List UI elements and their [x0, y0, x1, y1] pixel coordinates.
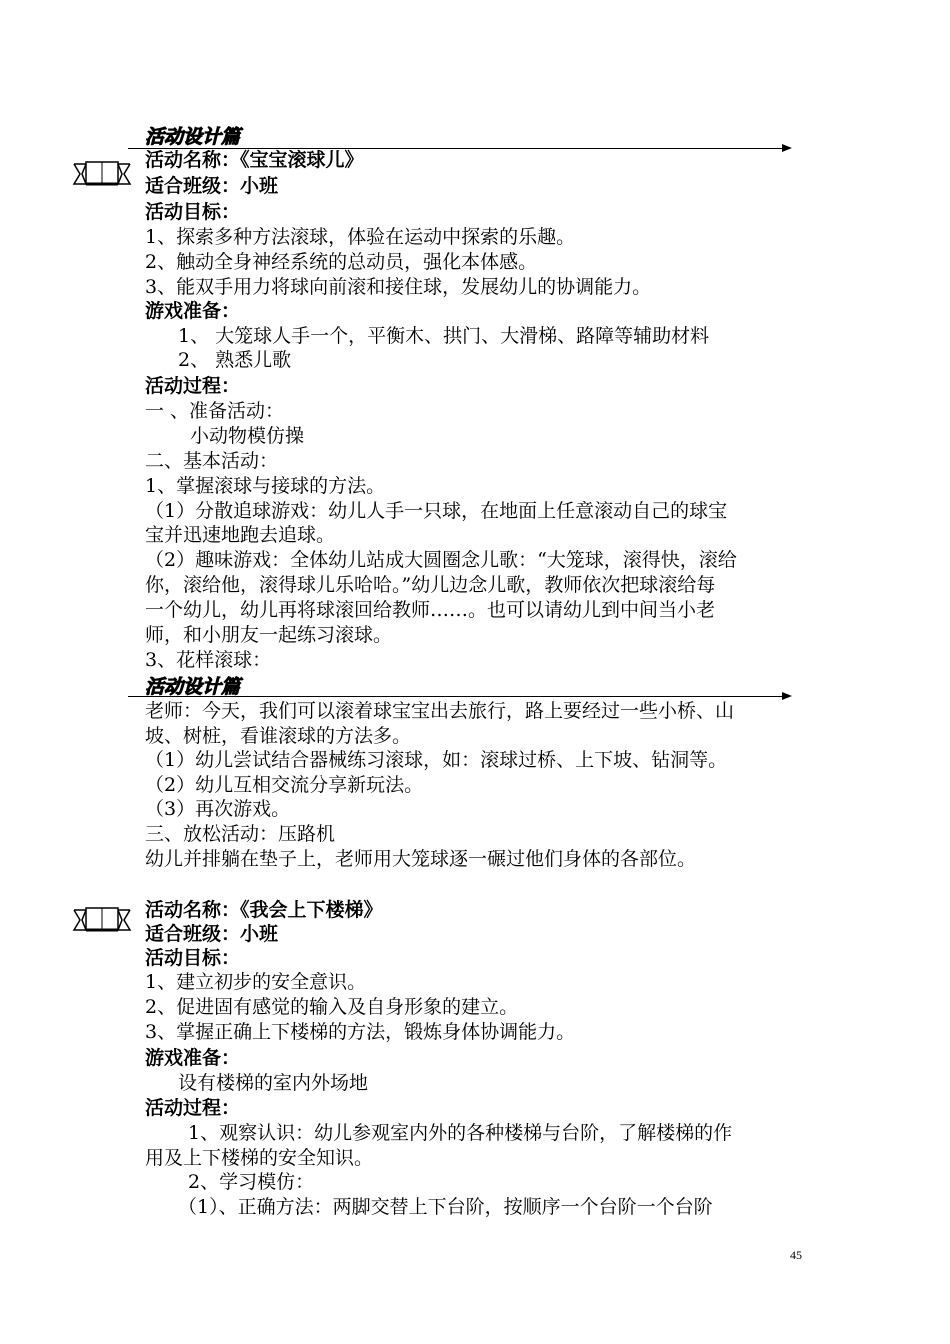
page-number: 45: [790, 1248, 802, 1262]
process-line: 你，滚给他，滚得球儿乐哈哈。”幼儿边念儿歌，教师依次把球滚给每: [145, 574, 716, 596]
prep-item: 2、 熟悉儿歌: [178, 349, 292, 371]
process-line: 三、放松活动：压路机: [145, 823, 336, 845]
open-book-icon: [72, 902, 132, 938]
open-book-icon: [72, 156, 132, 192]
goal-title: 活动目标：: [145, 201, 241, 223]
goal-item: 1、建立初步的安全意识。: [145, 971, 367, 993]
process-line: （2）趣味游戏：全体幼儿站成大圆圈念儿歌：“大笼球，滚得快，滚给: [145, 549, 737, 571]
activity-class: 适合班级：小班: [145, 175, 279, 197]
activity-class: 适合班级：小班: [145, 923, 279, 945]
goal-item: 1、探索多种方法滚球，体验在运动中探索的乐趣。: [145, 226, 576, 248]
goal-title: 活动目标：: [145, 947, 241, 969]
process-line: 宝并迅速地跑去追球。: [145, 524, 336, 546]
process-line: 幼儿并排躺在垫子上，老师用大笼球逐一碾过他们身体的各部位。: [145, 848, 697, 870]
process-title: 活动过程：: [145, 1097, 241, 1119]
process-line: 师，和小朋友一起练习滚球。: [145, 624, 393, 646]
process-line: 1、观察认识：幼儿参观室内外的各种楼梯与台阶，了解楼梯的作: [188, 1122, 733, 1144]
process-line: （3）再次游戏。: [145, 798, 291, 820]
process-line: （2）幼儿互相交流分享新玩法。: [145, 774, 424, 796]
activity-name: 活动名称：《宝宝滚球儿》: [145, 149, 364, 171]
prep-item: 1、 大笼球人手一个，平衡木、拱门、大滑梯、路障等辅助材料: [178, 325, 710, 347]
arrow-head-icon: [782, 144, 792, 152]
goal-item: 2、促进固有感觉的输入及自身形象的建立。: [145, 996, 519, 1018]
process-line: 坡、树桩，看谁滚球的方法多。: [145, 725, 412, 747]
process-line: 用及上下楼梯的安全知识。: [145, 1147, 374, 1169]
section-header-label: 活动设计篇: [145, 676, 241, 698]
process-line: （1）分散追球游戏：幼儿人手一只球，在地面上任意滚动自己的球宝: [145, 500, 728, 522]
prep-item: 设有楼梯的室内外场地: [178, 1072, 369, 1094]
arrow-head-icon: [782, 692, 792, 700]
process-title: 活动过程：: [145, 375, 241, 397]
process-line: 2、学习模仿：: [188, 1171, 315, 1193]
section-header-label: 活动设计篇: [145, 126, 241, 148]
goal-item: 3、掌握正确上下楼梯的方法，锻炼身体协调能力。: [145, 1021, 576, 1043]
process-line: （1）、正确方法：两脚交替上下台阶，按顺序一个台阶一个台阶: [178, 1196, 713, 1218]
process-line: 一 、准备活动：: [145, 400, 285, 422]
process-line: 3、花样滚球：: [145, 649, 272, 671]
goal-item: 2、触动全身神经系统的总动员，强化本体感。: [145, 251, 538, 273]
prep-title: 游戏准备：: [145, 300, 241, 322]
process-line: 二、基本活动：: [145, 450, 279, 472]
process-line: 一个幼儿，幼儿再将球滚回给教师……。也可以请幼儿到中间当小老: [145, 599, 716, 621]
process-line: 小动物模仿操: [190, 425, 305, 447]
goal-item: 3、能双手用力将球向前滚和接住球，发展幼儿的协调能力。: [145, 276, 652, 298]
activity-name: 活动名称：《我会上下楼梯》: [145, 899, 383, 921]
process-line: （1）幼儿尝试结合器械练习滚球，如：滚球过桥、上下坡、钻洞等。: [145, 749, 728, 771]
prep-title: 游戏准备：: [145, 1047, 241, 1069]
process-line: 1、掌握滚球与接球的方法。: [145, 475, 386, 497]
header-rule: [128, 696, 786, 697]
process-line: 老师：今天，我们可以滚着球宝宝出去旅行，路上要经过一些小桥、山: [145, 700, 735, 722]
